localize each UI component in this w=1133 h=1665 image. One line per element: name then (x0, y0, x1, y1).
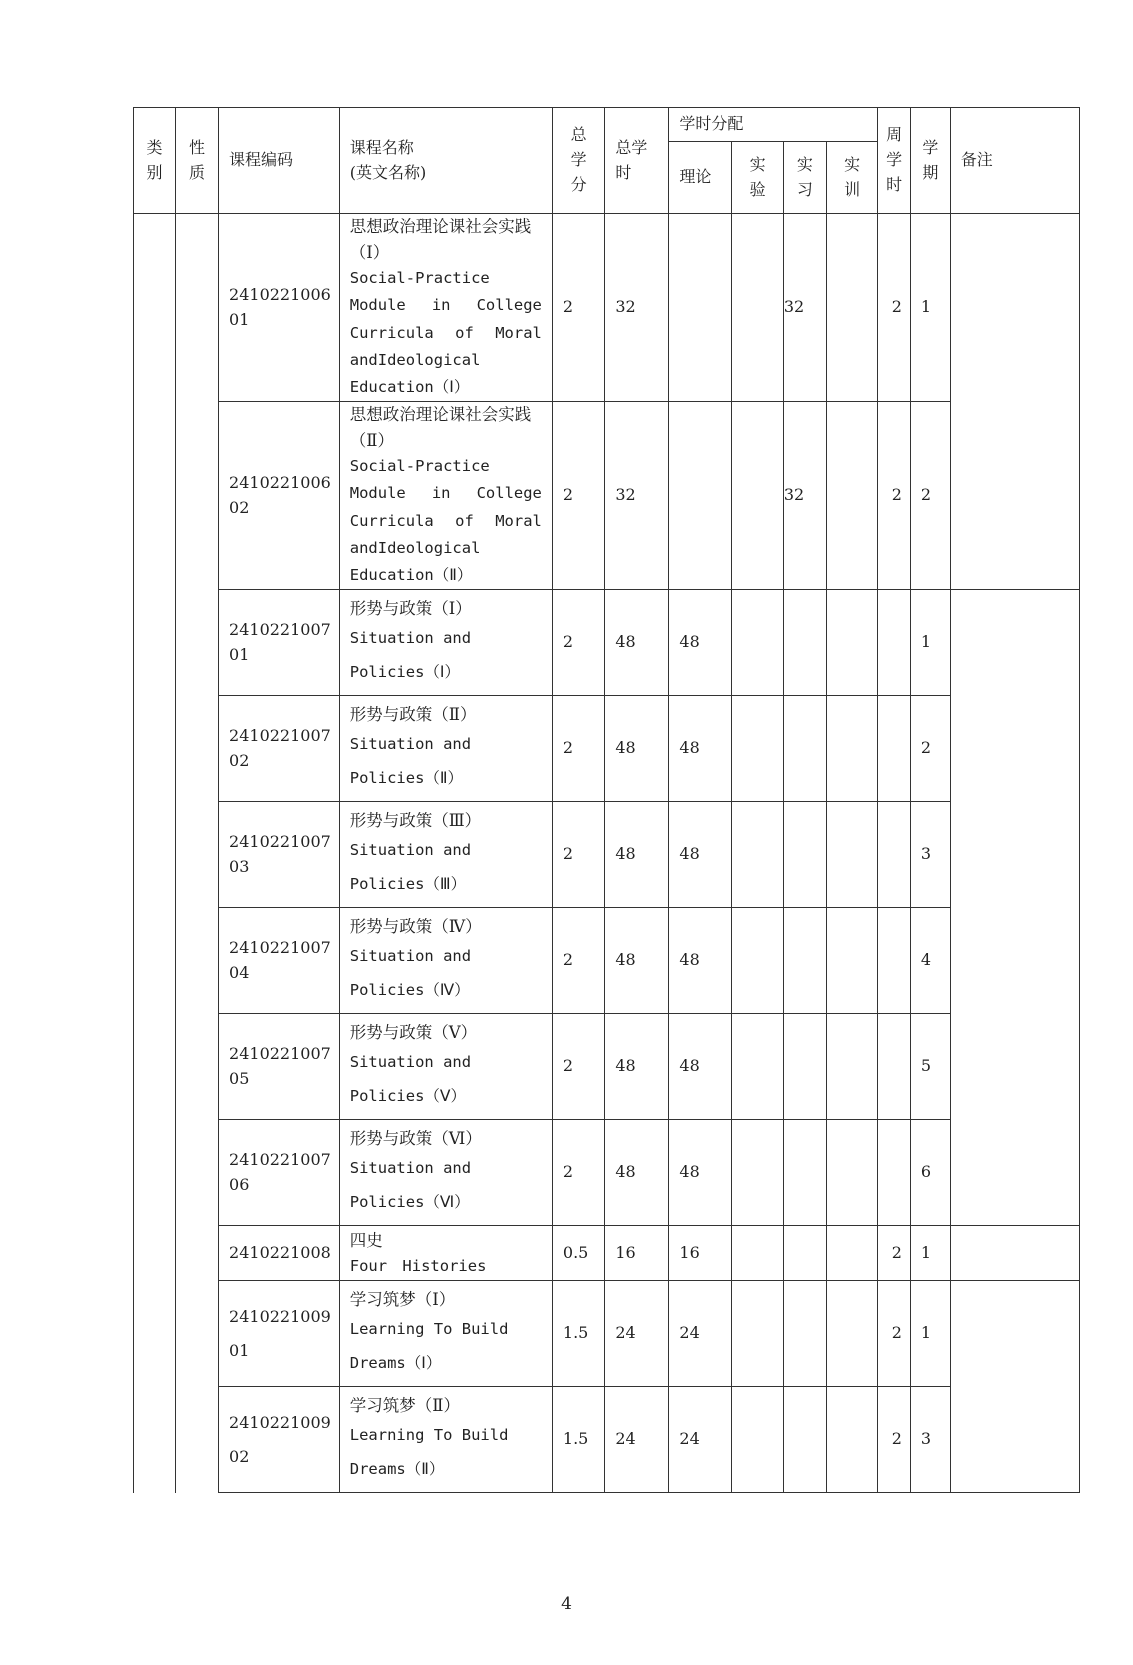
total-hours: 24 (605, 1387, 669, 1493)
credits: 2 (552, 1014, 604, 1120)
semester: 1 (910, 1226, 950, 1281)
header-code: 课程编码 (219, 108, 340, 214)
credits: 2 (552, 908, 604, 1014)
remarks-cell (950, 214, 1079, 590)
course-code: 2410221006 02 (219, 402, 340, 590)
credits: 2 (552, 214, 604, 402)
header-training: 实 训 (826, 142, 877, 214)
course-name: 形势与政策（Ⅱ） Situation and Policies（Ⅱ） (339, 696, 552, 802)
header-internship: 实 习 (783, 142, 826, 214)
course-name: 形势与政策（Ⅵ） Situation and Policies（Ⅵ） (339, 1120, 552, 1226)
weekly-hours (878, 590, 911, 696)
training-hours (826, 1387, 877, 1493)
weekly-hours: 2 (878, 402, 911, 590)
internship-hours: 32 (783, 402, 826, 590)
header-weekly-hours: 周 学 时 (878, 108, 911, 214)
internship-hours: 32 (783, 214, 826, 402)
theory-hours: 48 (669, 908, 732, 1014)
course-name: 学习筑梦（Ⅱ） Learning To Build Dreams（Ⅱ） (339, 1387, 552, 1493)
training-hours (826, 214, 877, 402)
theory-hours: 48 (669, 802, 732, 908)
nature-cell (175, 214, 218, 1493)
credits: 2 (552, 802, 604, 908)
experiment-hours (732, 1120, 783, 1226)
training-hours (826, 1014, 877, 1120)
header-credits: 总 学 分 (552, 108, 604, 214)
remarks-cell (950, 1226, 1079, 1281)
theory-hours: 48 (669, 1014, 732, 1120)
course-table (133, 107, 1080, 1493)
total-hours: 24 (605, 1281, 669, 1387)
experiment-hours (732, 402, 783, 590)
remarks-cell (950, 590, 1079, 1226)
course-code: 2410221007 06 (219, 1120, 340, 1226)
category-cell (134, 214, 176, 1493)
experiment-hours (732, 1226, 783, 1281)
experiment-hours (732, 802, 783, 908)
semester: 3 (910, 1387, 950, 1493)
header-name-cn: 课程名称 (349, 137, 414, 157)
internship-hours (783, 908, 826, 1014)
experiment-hours (732, 1014, 783, 1120)
theory-hours: 16 (669, 1226, 732, 1281)
weekly-hours (878, 802, 911, 908)
table-row (134, 696, 1080, 802)
table-row (134, 1387, 1080, 1493)
training-hours (826, 590, 877, 696)
course-code: 2410221008 (219, 1226, 340, 1281)
total-hours: 48 (605, 696, 669, 802)
semester: 1 (910, 214, 950, 402)
training-hours (826, 1120, 877, 1226)
experiment-hours (732, 590, 783, 696)
experiment-hours (732, 908, 783, 1014)
table-row (134, 1120, 1080, 1226)
internship-hours (783, 802, 826, 908)
weekly-hours (878, 1014, 911, 1120)
semester: 6 (910, 1120, 950, 1226)
header-remarks: 备注 (950, 108, 1079, 214)
table-row (134, 1014, 1080, 1120)
course-code: 2410221007 01 (219, 590, 340, 696)
credits: 2 (552, 590, 604, 696)
table-row (134, 1226, 1080, 1281)
semester: 4 (910, 908, 950, 1014)
training-hours (826, 1226, 877, 1281)
theory-hours (669, 402, 732, 590)
credits: 0.5 (552, 1226, 604, 1281)
semester: 1 (910, 1281, 950, 1387)
total-hours: 48 (605, 1014, 669, 1120)
internship-hours (783, 1281, 826, 1387)
internship-hours (783, 1014, 826, 1120)
training-hours (826, 1281, 877, 1387)
internship-hours (783, 1120, 826, 1226)
weekly-hours: 2 (878, 1387, 911, 1493)
semester: 2 (910, 402, 950, 590)
header-experiment: 实 验 (732, 142, 783, 214)
experiment-hours (732, 214, 783, 402)
theory-hours: 48 (669, 696, 732, 802)
table-row (134, 802, 1080, 908)
total-hours: 16 (605, 1226, 669, 1281)
course-name: 四史 Four Histories (339, 1226, 552, 1281)
table-row (134, 402, 1080, 590)
credits: 2 (552, 696, 604, 802)
table-row (134, 908, 1080, 1014)
weekly-hours: 2 (878, 214, 911, 402)
header-name-en: (英文名称) (349, 162, 427, 182)
theory-hours: 24 (669, 1281, 732, 1387)
credits: 1.5 (552, 1387, 604, 1493)
header-total-hours: 总学 时 (605, 108, 669, 214)
weekly-hours: 2 (878, 1281, 911, 1387)
course-name: 形势与政策（Ⅴ） Situation and Policies（Ⅴ） (339, 1014, 552, 1120)
course-name: 思想政治理论课社会实践（Ⅱ） Social-Practice Module in College Curricula of Moral andIdeological Education（Ⅱ） (339, 402, 552, 590)
credits: 1.5 (552, 1281, 604, 1387)
header-name (339, 108, 552, 214)
course-name: 形势与政策（Ⅲ） Situation and Policies（Ⅲ） (339, 802, 552, 908)
weekly-hours (878, 1120, 911, 1226)
course-name: 思想政治理论课社会实践（Ⅰ） Social-Practice Module in College Curricula of Moral andIdeological Education（Ⅰ） (339, 214, 552, 402)
total-hours: 32 (605, 402, 669, 590)
semester: 1 (910, 590, 950, 696)
semester: 2 (910, 696, 950, 802)
course-code: 2410221009 02 (219, 1387, 340, 1493)
course-name: 形势与政策（Ⅳ） Situation and Policies（Ⅳ） (339, 908, 552, 1014)
weekly-hours (878, 908, 911, 1014)
internship-hours (783, 696, 826, 802)
theory-hours: 48 (669, 1120, 732, 1226)
training-hours (826, 696, 877, 802)
theory-hours: 48 (669, 590, 732, 696)
training-hours (826, 908, 877, 1014)
total-hours: 48 (605, 590, 669, 696)
header-theory: 理论 (669, 142, 732, 214)
course-code: 2410221009 01 (219, 1281, 340, 1387)
total-hours: 48 (605, 908, 669, 1014)
course-code: 2410221007 05 (219, 1014, 340, 1120)
total-hours: 48 (605, 1120, 669, 1226)
table-row (134, 590, 1080, 696)
credits: 2 (552, 402, 604, 590)
theory-hours: 24 (669, 1387, 732, 1493)
course-name: 形势与政策（Ⅰ） Situation and Policies（Ⅰ） (339, 590, 552, 696)
table-row (134, 214, 1080, 402)
header-category: 类 别 (134, 108, 176, 214)
theory-hours (669, 214, 732, 402)
experiment-hours (732, 1281, 783, 1387)
remarks-cell (950, 1281, 1079, 1493)
semester: 3 (910, 802, 950, 908)
weekly-hours: 2 (878, 1226, 911, 1281)
experiment-hours (732, 1387, 783, 1493)
header-semester: 学 期 (910, 108, 950, 214)
credits: 2 (552, 1120, 604, 1226)
header-allocation: 学时分配 (669, 108, 878, 142)
training-hours (826, 402, 877, 590)
page-number: 4 (561, 1594, 572, 1614)
header-nature: 性 质 (175, 108, 218, 214)
course-name: 学习筑梦（Ⅰ） Learning To Build Dreams（Ⅰ） (339, 1281, 552, 1387)
course-code: 2410221006 01 (219, 214, 340, 402)
experiment-hours (732, 696, 783, 802)
internship-hours (783, 590, 826, 696)
internship-hours (783, 1226, 826, 1281)
total-hours: 48 (605, 802, 669, 908)
weekly-hours (878, 696, 911, 802)
total-hours: 32 (605, 214, 669, 402)
table-row (134, 1281, 1080, 1387)
training-hours (826, 802, 877, 908)
internship-hours (783, 1387, 826, 1493)
course-code: 2410221007 02 (219, 696, 340, 802)
semester: 5 (910, 1014, 950, 1120)
course-code: 2410221007 03 (219, 802, 340, 908)
course-code: 2410221007 04 (219, 908, 340, 1014)
